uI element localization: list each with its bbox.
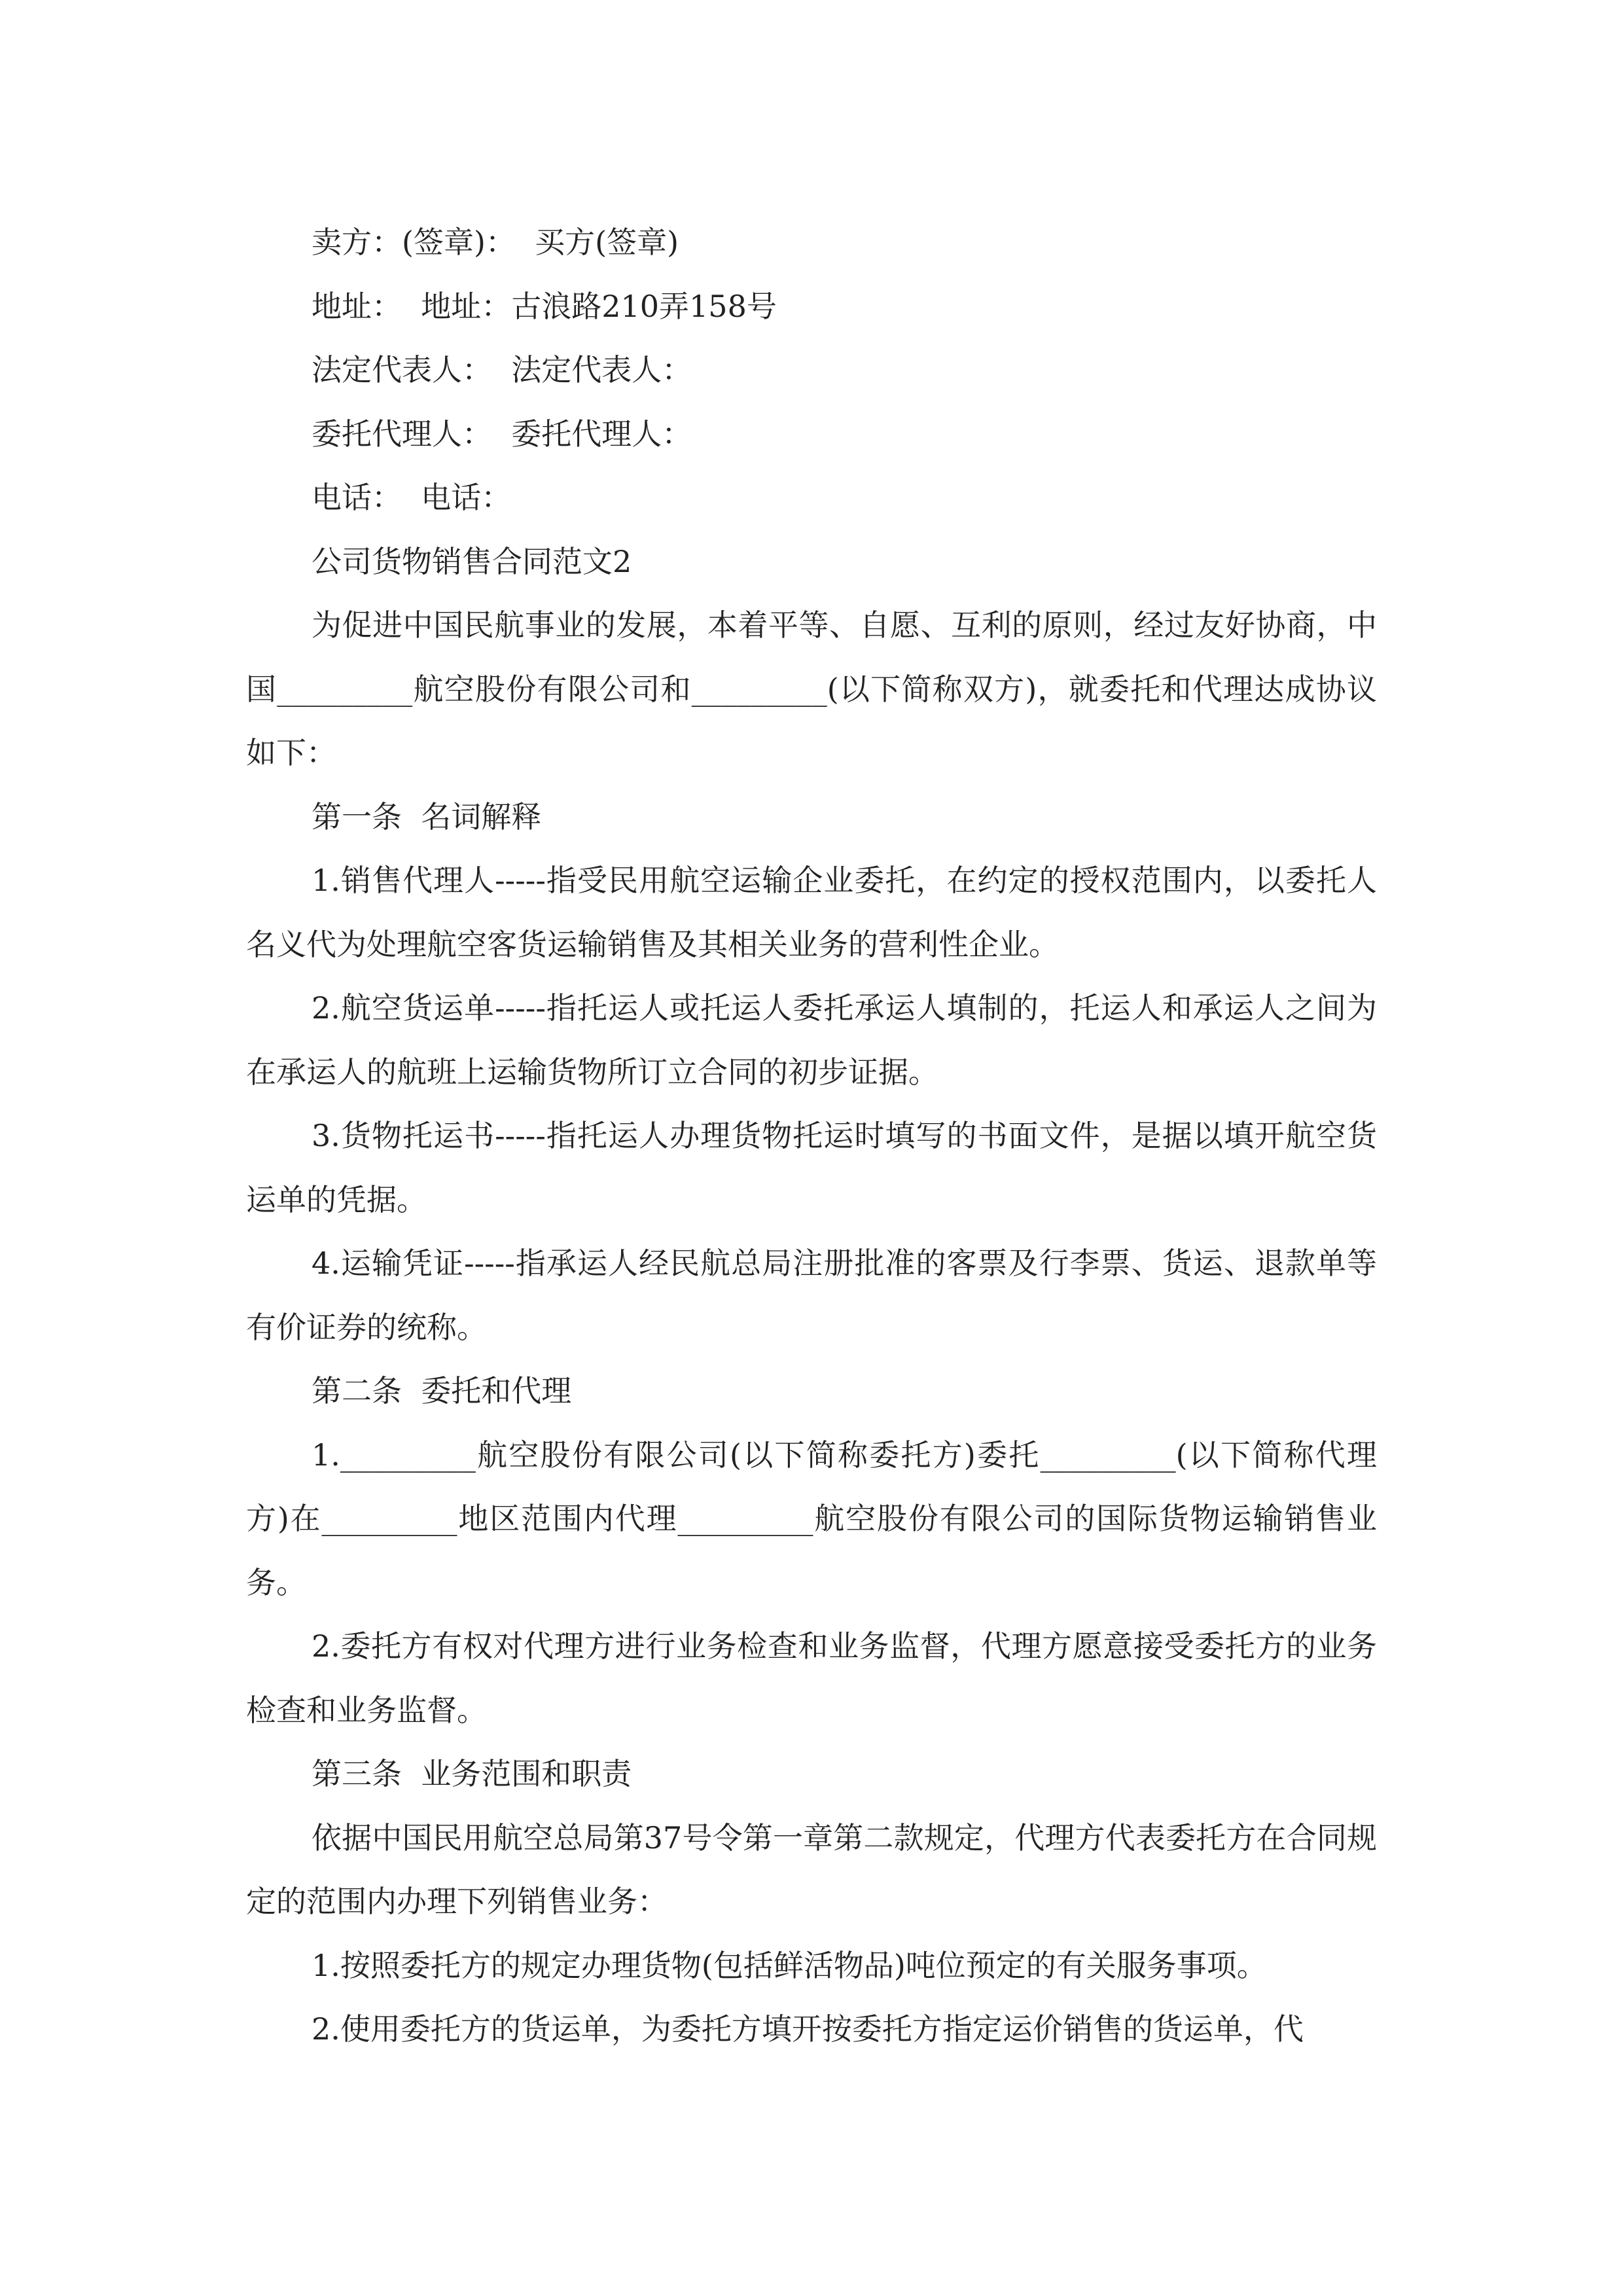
article-3-intro: 依据中国民用航空总局第37号令第一章第二款规定，代理方代表委托方在合同规定的范围内办理下列销售业务：: [246, 1820, 1377, 1919]
article-3-item-2: 2.使用委托方的货运单，为委托方填开按委托方指定运价销售的货运单，代: [312, 2011, 1304, 2047]
seller-buyer-signature-line: 卖方：(签章)： 买方(签章): [312, 224, 679, 260]
article-1-item-2: 2.航空货运单-----指托运人或托运人委托承运人填制的，托运人和承运人之间为在承运人的航班上运输货物所订立合同的初步证据。: [246, 990, 1377, 1090]
authorized-agent-line: 委托代理人： 委托代理人：: [312, 416, 692, 452]
preamble-paragraph: 为促进中国民航事业的发展，本着平等、自愿、互利的原则，经过友好协商，中国_________航空股份有限公司和_________(以下简称双方)，就委托和代理达成协议如下：: [246, 607, 1377, 770]
article-2-item-1: 1._________航空股份有限公司(以下简称委托方)委托_________(以下简称代理方)在_________地区范围内代理_________航空股份有限公司的国际货物运输销售业务。: [246, 1437, 1377, 1600]
article-1-item-3: 3.货物托运书-----指托运人办理货物托运时填写的书面文件，是据以填开航空货运单的凭据。: [246, 1118, 1377, 1217]
document-body: [246, 211, 1377, 2062]
legal-representative-line: 法定代表人： 法定代表人：: [312, 352, 692, 387]
article-1-heading: 第一条 名词解释: [312, 798, 542, 834]
phone-line: 电话： 电话：: [312, 480, 512, 515]
article-1-item-1: 1.销售代理人-----指受民用航空运输企业委托，在约定的授权范围内，以委托人名义代为处理航空客货运输销售及其相关业务的营利性企业。: [246, 863, 1377, 962]
article-3-item-1: 1.按照委托方的规定办理货物(包括鲜活物品)吨位预定的有关服务事项。: [312, 1947, 1267, 1983]
document-title: 公司货物销售合同范文2: [312, 543, 632, 579]
address-line: 地址： 地址：古浪路210弄158号: [312, 288, 777, 324]
article-2-heading: 第二条 委托和代理: [312, 1373, 572, 1408]
article-2-item-2: 2.委托方有权对代理方进行业务检查和业务监督，代理方愿意接受委托方的业务检查和业务监督。: [246, 1628, 1377, 1728]
article-3-heading: 第三条 业务范围和职责: [312, 1756, 632, 1791]
article-1-item-4: 4.运输凭证-----指承运人经民航总局注册批准的客票及行李票、货运、退款单等有价证券的统称。: [246, 1246, 1377, 1345]
